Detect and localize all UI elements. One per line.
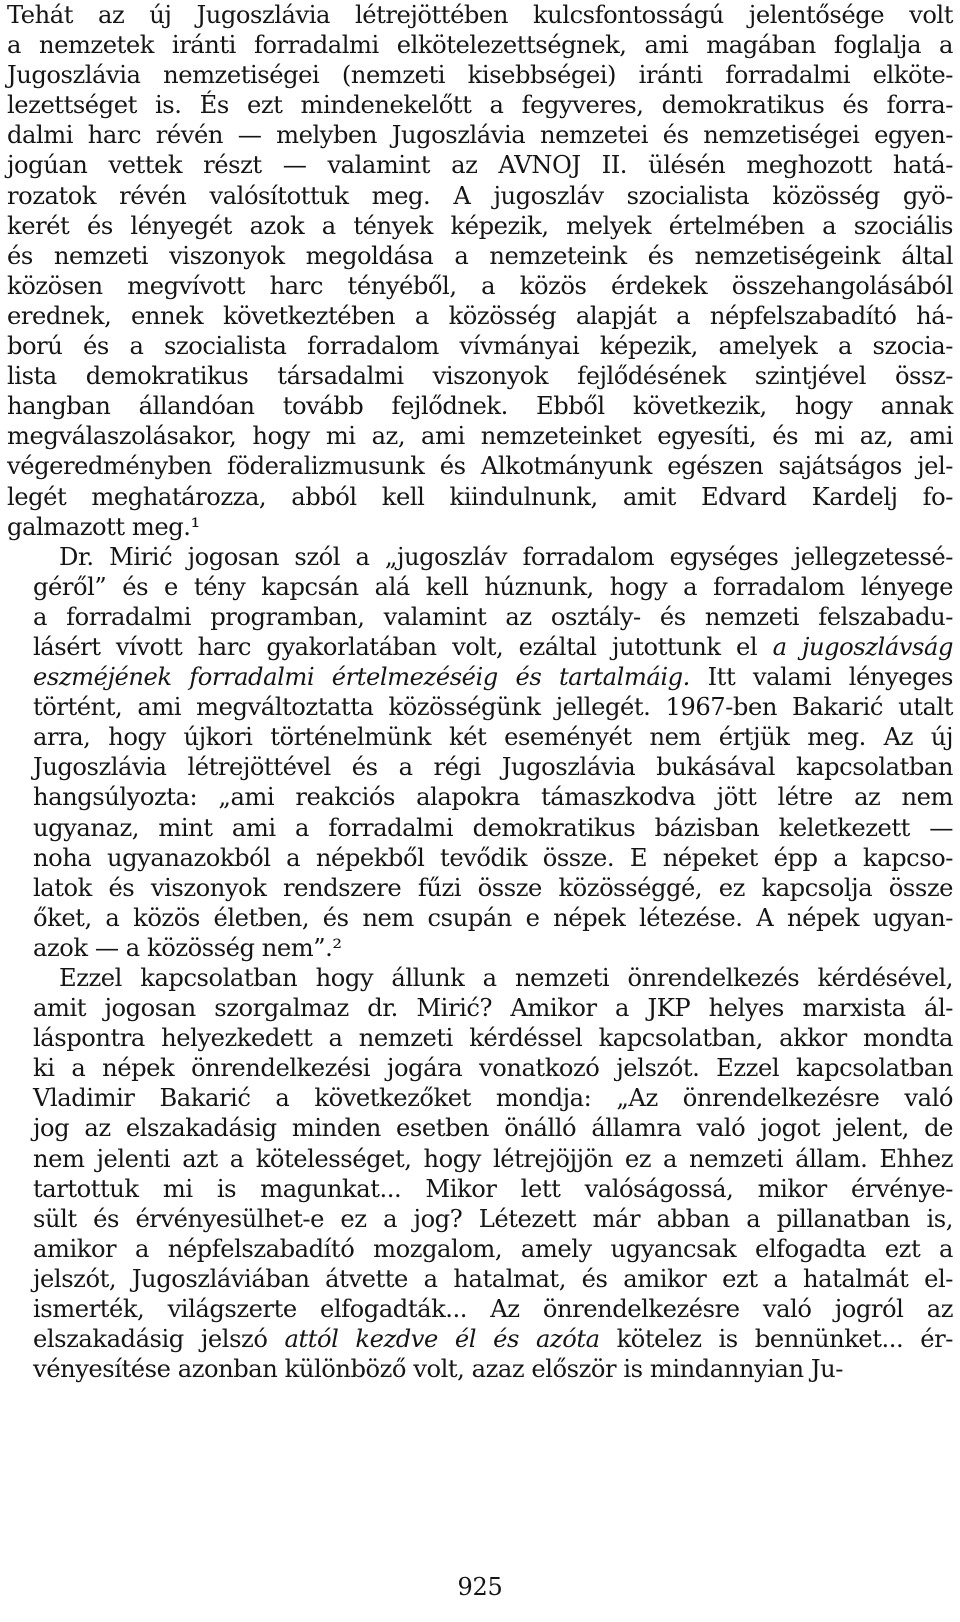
text-line: jelszót, Jugoszláviában átvette a hatalmat, és amikor ezt a hatalmát el- xyxy=(33,1264,953,1293)
text-line: vényesítése azonban különböző volt, azaz először is mindannyian Ju- xyxy=(33,1355,843,1384)
text-line: ismerték, világszerte elfogadták... Az önrendelkezésre való jogról az xyxy=(33,1295,953,1324)
text-line: hangban állandóan tovább fejlődnek. Ebből következik, hogy annak xyxy=(7,392,953,421)
text-line: kerét és lényegét azok a tények képezik, melyek értelmében a szociális xyxy=(7,211,953,240)
text-line: legét meghatározza, abból kell kiindulnunk, amit Edvard Kardelj fo- xyxy=(7,482,953,511)
text-line: erednek, ennek következtében a közösség alapját a népfelszabadító há- xyxy=(7,301,953,330)
text-line: galmazott meg.¹ xyxy=(7,512,200,541)
text-line: lásért vívott harc gyakorlatában volt, ezáltal jutottunk el a jugoszlávság xyxy=(33,632,953,661)
text-line: Jugoszlávia létrejöttével és a régi Jugoszlávia bukásával kapcsolatban xyxy=(33,753,953,782)
text-line: amikor a népfelszabadító mozgalom, amely ugyancsak elfogadta ezt a xyxy=(33,1234,953,1263)
text-line: eszméjének forradalmi értelmezéséig és tartalmáig. Itt valami lényeges xyxy=(33,663,953,692)
text-line: Jugoszlávia nemzetiségei (nemzeti kisebbségei) iránti forradalmi elköte- xyxy=(7,61,953,90)
text-line: lezettséget is. És ezt mindenekelőtt a fegyveres, demokratikus és forra- xyxy=(7,91,953,120)
body-text xyxy=(7,0,953,1384)
text-line: dalmi harc révén — melyben Jugoszlávia nemzetei és nemzetiségei egyen- xyxy=(7,121,953,150)
text-line: elszakadásig jelszó attól kezdve él és azóta kötelez is bennünket... ér- xyxy=(33,1325,953,1354)
text-line: azok — a közösség nem”.² xyxy=(33,933,342,962)
text-line: géről” és e tény kapcsán alá kell húznunk, hogy a forradalom lényege xyxy=(33,572,953,601)
text-line: Tehát az új Jugoszlávia létrejöttében kulcsfontosságú jelentősége volt xyxy=(7,1,953,29)
page-number: 925 xyxy=(457,1573,503,1601)
text-line: Ezzel kapcsolatban hogy állunk a nemzeti önrendelkezés kérdésével, xyxy=(59,964,953,992)
text-line: rozatok révén valósítottuk meg. A jugoszláv szocialista közösség gyö- xyxy=(7,181,953,210)
text-line: ki a népek önrendelkezési jogára vonatkozó jelszót. Ezzel kapcsolatban xyxy=(33,1054,953,1083)
text-line: közösen megvívott harc tényéből, a közös érdekek összehangolásából xyxy=(7,271,953,300)
text-line: hangsúlyozta: „ami reakciós alapokra támaszkodva jött létre az nem xyxy=(33,783,953,812)
text-line: végeredményben föderalizmusunk és Alkotmányunk egészen sajátságos jel- xyxy=(7,452,953,481)
text-line: őket, a közös életben, és nem csupán e népek létezése. A népek ugyan- xyxy=(33,903,953,932)
text-line: latok és viszonyok rendszere fűzi össze közösséggé, ez kapcsolja össze xyxy=(33,873,953,902)
text-line: történt, ami megváltoztatta közösségünk jellegét. 1967-ben Bakarić utalt xyxy=(33,693,953,722)
text-line: amit jogosan szorgalmaz dr. Mirić? Amikor a JKP helyes marxista ál- xyxy=(33,994,953,1023)
text-line: jog az elszakadásig minden esetben önálló államra való jogot jelent, de xyxy=(33,1114,953,1143)
paragraph xyxy=(7,0,953,542)
text-line: ború és a szocialista forradalom vívmányai képezik, amelyek a szocia- xyxy=(7,332,953,361)
text-line: lista demokratikus társadalmi viszonyok fejlődésének szintjével össz- xyxy=(7,362,953,391)
text-line: a forradalmi programban, valamint az osztály- és nemzeti felszabadu- xyxy=(33,602,953,631)
text-line: nem jelenti azt a kötelességet, hogy létrejöjjön ez a nemzeti állam. Ehhez xyxy=(33,1144,953,1173)
text-line: sült és érvényesülhet-e ez a jog? Létezett már abban a pillanatban is, xyxy=(33,1204,953,1233)
text-line: jogúan vettek részt — valamint az AVNOJ II. ülésén meghozott hatá- xyxy=(7,151,953,180)
text-line: tartottuk mi is magunkat... Mikor lett valóságossá, mikor érvénye- xyxy=(33,1174,953,1203)
text-line: ugyanaz, mint ami a forradalmi demokratikus bázisban keletkezett — xyxy=(33,813,953,842)
text-line: láspontra helyezkedett a nemzeti kérdéssel kapcsolatban, akkor mondta xyxy=(33,1024,953,1053)
text-line: a nemzetek iránti forradalmi elkötelezettségnek, ami magában foglalja a xyxy=(7,31,953,60)
text-line: megválaszolásakor, hogy mi az, ami nemzeteinket egyesíti, és mi az, ami xyxy=(7,422,953,451)
document-page xyxy=(7,0,953,1384)
paragraph xyxy=(7,963,953,1384)
text-line: noha ugyanazokból a népekből tevődik össze. E népeket épp a kapcso- xyxy=(33,843,953,872)
text-line: Dr. Mirić jogosan szól a „jugoszláv forradalom egységes jellegzetessé- xyxy=(59,542,953,571)
paragraph xyxy=(7,542,953,963)
text-line: Vladimir Bakarić a következőket mondja: „Az önrendelkezésre való xyxy=(33,1084,953,1113)
text-line: és nemzeti viszonyok megoldása a nemzeteink és nemzetiségeink által xyxy=(7,241,953,270)
text-line: arra, hogy újkori történelmünk két eseményét nem értjük meg. Az új xyxy=(33,723,953,752)
